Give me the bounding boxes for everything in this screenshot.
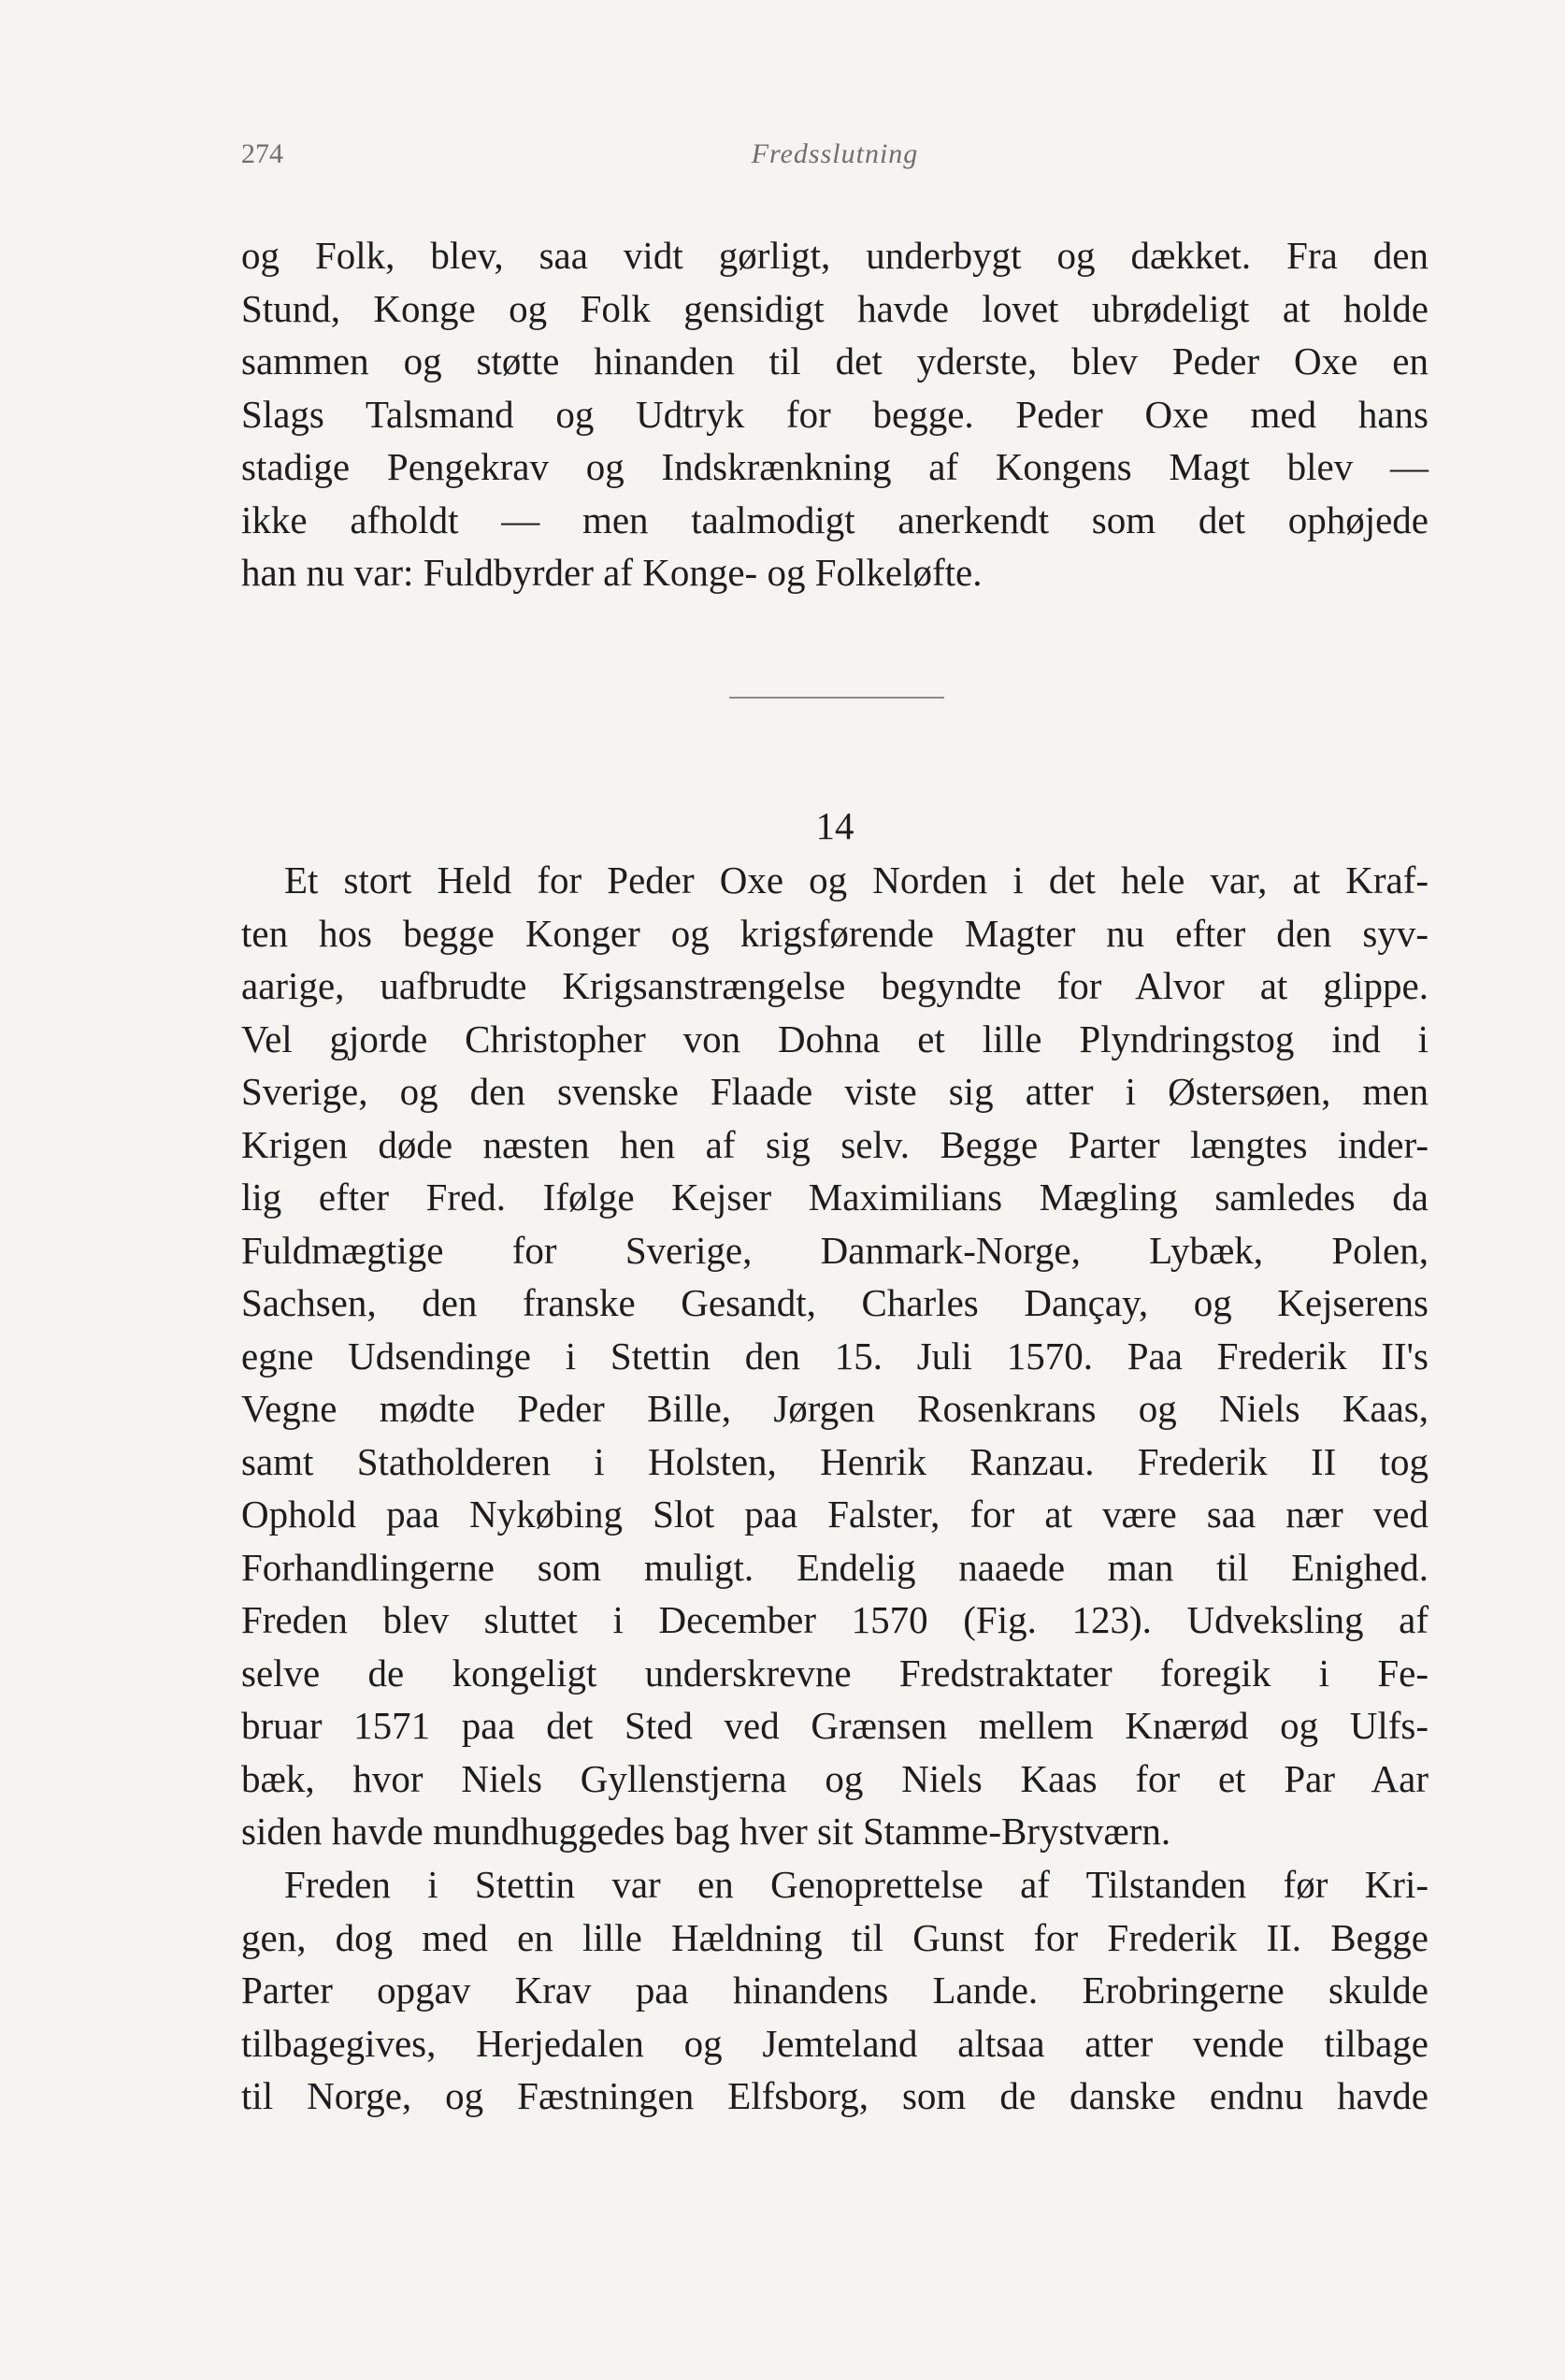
text-line: gen, dog med en lille Hældning til Gunst for Frederik II. Begge — [241, 1915, 1429, 1959]
text-line: bæk, hvor Niels Gyllenstjerna og Niels Kaas for et Par Aar — [241, 1756, 1429, 1800]
text-line: Freden blev sluttet i December 1570 (Fig. 123). Udveksling af — [241, 1598, 1429, 1641]
paragraph-continuation — [241, 229, 1429, 599]
text-line: ten hos begge Konger og krigsførende Magter nu efter den syv- — [241, 911, 1429, 955]
text-line: han nu var: Fuldbyrder af Konge- og Folkeløfte. — [241, 551, 983, 594]
text-line: selve de kongeligt underskrevne Fredstraktater foregik i Fe- — [241, 1651, 1429, 1695]
text-line: Forhandlingerne som muligt. Endelig naaede man til Enighed. — [241, 1545, 1429, 1589]
section-divider — [729, 697, 944, 699]
text-line: til Norge, og Fæstningen Elfsborg, som de danske endnu havde — [241, 2074, 1429, 2117]
text-line: Freden i Stettin var en Genoprettelse af Tilstanden før Kri- — [284, 1863, 1429, 1906]
text-line: Parter opgav Krav paa hinandens Lande. Erobringerne skulde — [241, 1969, 1429, 2012]
text-line: Slags Talsmand og Udtryk for begge. Peder Oxe med hans — [241, 392, 1429, 436]
section-number: 14 — [815, 804, 854, 847]
running-title: Fredsslutning — [751, 138, 919, 169]
text-line: tilbagegives, Herjedalen og Jemteland altsaa atter vende tilbage — [241, 2021, 1429, 2065]
paragraph — [241, 854, 1429, 1858]
paragraph — [241, 1858, 1429, 2123]
text-line: ikke afholdt — men taalmodigt anerkendt som det ophøjede — [241, 498, 1429, 541]
text-line: sammen og støtte hinanden til det yderste, blev Peder Oxe en — [241, 339, 1429, 382]
running-head — [241, 138, 1429, 176]
text-line: Fuldmægtige for Sverige, Danmark-Norge, Lybæk, Polen, — [241, 1228, 1429, 1272]
text-line: samt Statholderen i Holsten, Henrik Ranzau. Frederik II tog — [241, 1439, 1429, 1483]
text-line: Et stort Held for Peder Oxe og Norden i det hele var, at Kraf- — [284, 858, 1429, 902]
text-line: egne Udsendinge i Stettin den 15. Juli 1570. Paa Frederik II's — [241, 1334, 1429, 1378]
text-line: og Folk, blev, saa vidt gørligt, underbygt og dækket. Fra den — [241, 234, 1429, 277]
text-line: stadige Pengekrav og Indskrænkning af Kongens Magt blev — — [241, 445, 1429, 488]
page-number: 274 — [241, 138, 283, 169]
text-line: Sachsen, den franske Gesandt, Charles Dançay, og Kejserens — [241, 1281, 1429, 1324]
text-line: Ophold paa Nykøbing Slot paa Falster, for at være saa nær ved — [241, 1493, 1429, 1536]
text-line: Vegne mødte Peder Bille, Jørgen Rosenkrans og Niels Kaas, — [241, 1387, 1429, 1430]
text-line: Stund, Konge og Folk gensidigt havde lovet ubrødeligt at holde — [241, 286, 1429, 330]
text-line: aarige, uafbrudte Krigsanstrængelse begyndte for Alvor at glippe. — [241, 964, 1429, 1007]
text-line: siden havde mundhuggedes bag hver sit Stamme-Brystværn. — [241, 1810, 1171, 1853]
text-line: bruar 1571 paa det Sted ved Grænsen mellem Knærød og Ulfs- — [241, 1704, 1429, 1747]
text-line: lig efter Fred. Ifølge Kejser Maximilians Mægling samledes da — [241, 1176, 1429, 1219]
text-line: Vel gjorde Christopher von Dohna et lille Plyndringstog ind i — [241, 1017, 1429, 1060]
text-line: Krigen døde næsten hen af sig selv. Begge Parter længtes inder- — [241, 1122, 1429, 1166]
text-line: Sverige, og den svenske Flaade viste sig atter i Østersøen, men — [241, 1070, 1429, 1113]
